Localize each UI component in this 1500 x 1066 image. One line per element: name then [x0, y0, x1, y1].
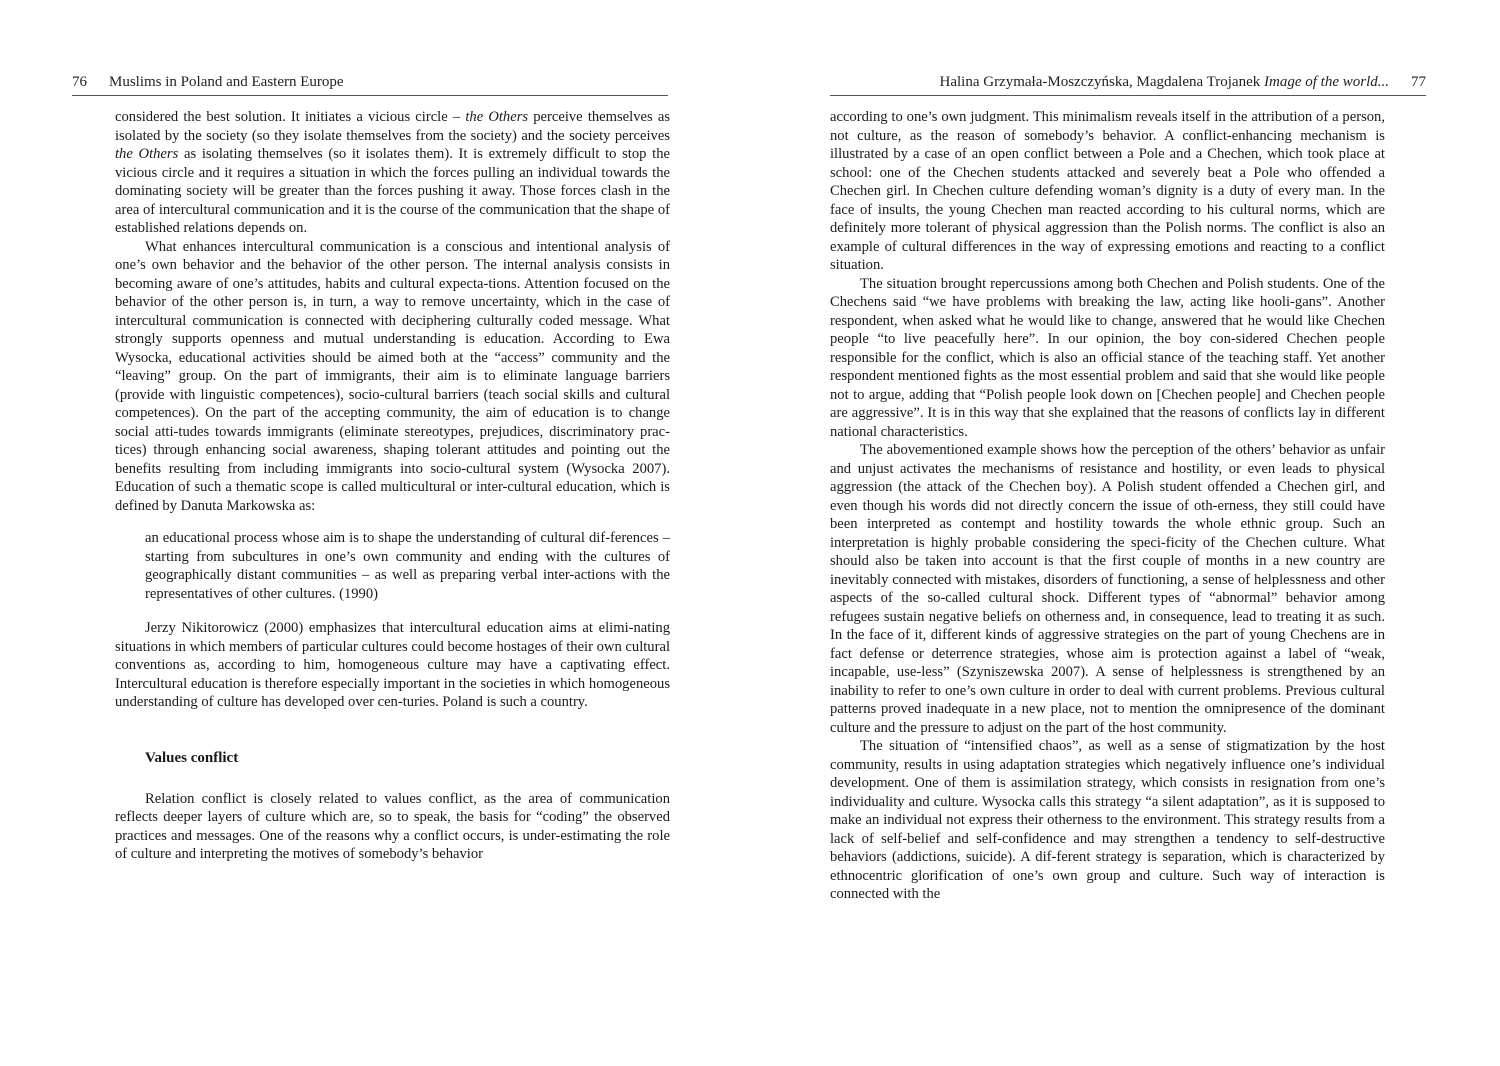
right-running-head-title: Image of the world... — [1264, 74, 1389, 90]
right-page-number: 77 — [1411, 74, 1426, 90]
right-running-head — [830, 72, 1426, 96]
left-paragraph-1: considered the best solution. It initiates a vicious circle – the Others perceive themselves as isolated by the society (so they isolate themselves from the society) and the society perceives the Others as isolating themselves (so it isolates them). It is extremely difficult to stop the vicious circle and it requires a situation in which the forces pulling an individual towards the dominating society will be greater than the forces pushing it away. Those forces clash in the area of intercultural communication and it is the course of the communication that the shape of established relations depends on. — [115, 109, 670, 236]
left-page-number: 76 — [72, 74, 87, 90]
right-paragraph-3: The abovementioned example shows how the perception of the others’ behavior as unfair and unjust activates the mechanisms of resistance and hostility, or even leads to physical aggression (the attack of the Chechen boy). A Polish student offended a Chechen girl, and even though his words did not directly concern the issue of oth-erness, they still could have been interpreted as contempt and hostility towards the whole ethnic group. Such an interpretation is highly probable considering the speci-ficity of the Chechen culture. What should also be taken into account is that the first couple of months in a new country are inevitably connected with mistakes, disorders of functioning, a sense of helplessness and other aspects of the so-called cultural shock. Different types of “abnormal” behavior among refugees sustain negative beliefs on otherness and, in consequence, lead to treating it as such. In the face of it, different kinds of aggressive strategies on the part of young Chechens are in fact defense or deterrence strategies, whose aim is protection against a label of “weak, incapable, use-less” (Szyniszewska 2007). A sense of helplessness is strengthened by an inability to refer to one’s own culture in order to deal with current problems. Previous cultural patterns proved inadequate in a new place, not to mention the omnipresence of the dominant culture and the pressure to adjust on the part of the host community. — [830, 442, 1385, 736]
left-paragraph-2: What enhances intercultural communication is a conscious and intentional analysis of one’s own behavior and the behavior of the other person. The internal analysis consists in becoming aware of one’s attitudes, habits and cultural expecta-tions. Attention focused on the behavior of the other person is, in turn, a way to remove uncertainty, which in the case of intercultural communication is connected with deciphering culturally coded message. What strongly supports openness and mutual understanding is education. According to Ewa Wysocka, educational activities should be aimed both at the “access” community and the “leaving” group. On the part of immigrants, their aim is to eliminate language barriers (provide with linguistic competences), socio-cultural barriers (teach social skills and cultural competences). On the part of the accepting community, the aim of education is to change social atti-tudes towards immigrants (eliminate stereotypes, prejudices, discriminatory prac-tices) through enhancing social awareness, shaping tolerant attitudes and pointing out the benefits resulting from including immigrants into socio-cultural system (Wysocka 2007). Education of such a thematic scope is called multicultural or inter-cultural education, which is defined by Danuta Markowska as: — [115, 238, 670, 514]
left-running-head — [72, 72, 668, 96]
left-paragraph-3: Jerzy Nikitorowicz (2000) emphasizes that intercultural education aims at elimi-nating situations in which members of particular cultures could become hostages of their own cultural conventions as, according to him, homogeneous culture may have a captivating effect. Intercultural education is therefore especially important in the societies in which homogeneous understanding of culture has developed over cen-turies. Poland is such a country. — [115, 620, 670, 710]
right-paragraph-4: The situation of “intensified chaos”, as well as a sense of stigmatization by the host community, results in using adaptation strategies which negatively influence one’s individual development. One of them is assimilation strategy, which consists in resignation from one’s individuality and culture. Wysocka calls this strategy “a silent adaptation”, as it is supposed to make an individual not express their otherness to the environment. This strategy results from a lack of self-belief and self-confidence and may strengthen a tendency to self-destructive behaviors (addictions, suicide). A dif-ferent strategy is separation, which is characterized by ethnocentric glorification of one’s own group and culture. Such way of interaction is connected with the — [830, 738, 1385, 902]
section-heading: Values conflict — [145, 749, 239, 766]
left-running-head-title: Muslims in Poland and Eastern Europe — [109, 74, 344, 90]
right-body-text — [830, 108, 1385, 904]
left-body-text — [115, 108, 670, 864]
right-paragraph-1: according to one’s own judgment. This minimalism reveals itself in the attribution of a person, not culture, as the reason of somebody’s behavior. A conflict-enhancing mechanism is illustrated by a case of an open conflict between a Pole and a Chechen, which took place at school: one of the Chechen students attacked and severely beat a Pole who offended a Chechen girl. In Chechen culture defending woman’s dignity is a duty of every man. In the face of insults, the young Chechen man reacted according to his cultural norms, which are definitely more tolerant of physical aggression than the Polish norms. The conflict is also an example of cultural differences in the way of expressing emotions and reacting to a conflict situation. — [830, 109, 1385, 273]
left-block-quote: an educational process whose aim is to shape the understanding of cultural dif-ferences – starting from subcultures in one’s own community and ending with the cultures of geographically distant communities – as well as preparing verbal inter-actions with the representatives of other cultures. (1990) — [145, 530, 670, 602]
right-page — [750, 0, 1500, 1066]
left-paragraph-4: Relation conflict is closely related to values conflict, as the area of communication reflects deeper layers of culture which are, so to speak, the basis for “coding” the observed practices and messages. One of the reasons why a conflict occurs, is under-estimating the role of culture and interpreting the motives of somebody’s behavior — [115, 790, 670, 862]
right-paragraph-2: The situation brought repercussions among both Chechen and Polish students. One of the Chechens said “we have problems with breaking the law, acting like hooli-gans”. Another respondent, when asked what he would like to change, answered that he would like Chechen people “to live peacefully here”. In our opinion, the boy con-sidered Chechen people responsible for the conflict, which is also an official stance of the teaching staff. Yet another respondent mentioned fights as the most essential problem and said that she would like people not to argue, adding that “Polish people look down on [Chechen people] and Chechen people are aggressive”. It is in this way that she explained that the reasons of conflicts lay in different national characteristics. — [830, 275, 1385, 440]
right-running-head-authors: Halina Grzymała-Moszczyńska, Magdalena Trojanek — [939, 74, 1264, 90]
